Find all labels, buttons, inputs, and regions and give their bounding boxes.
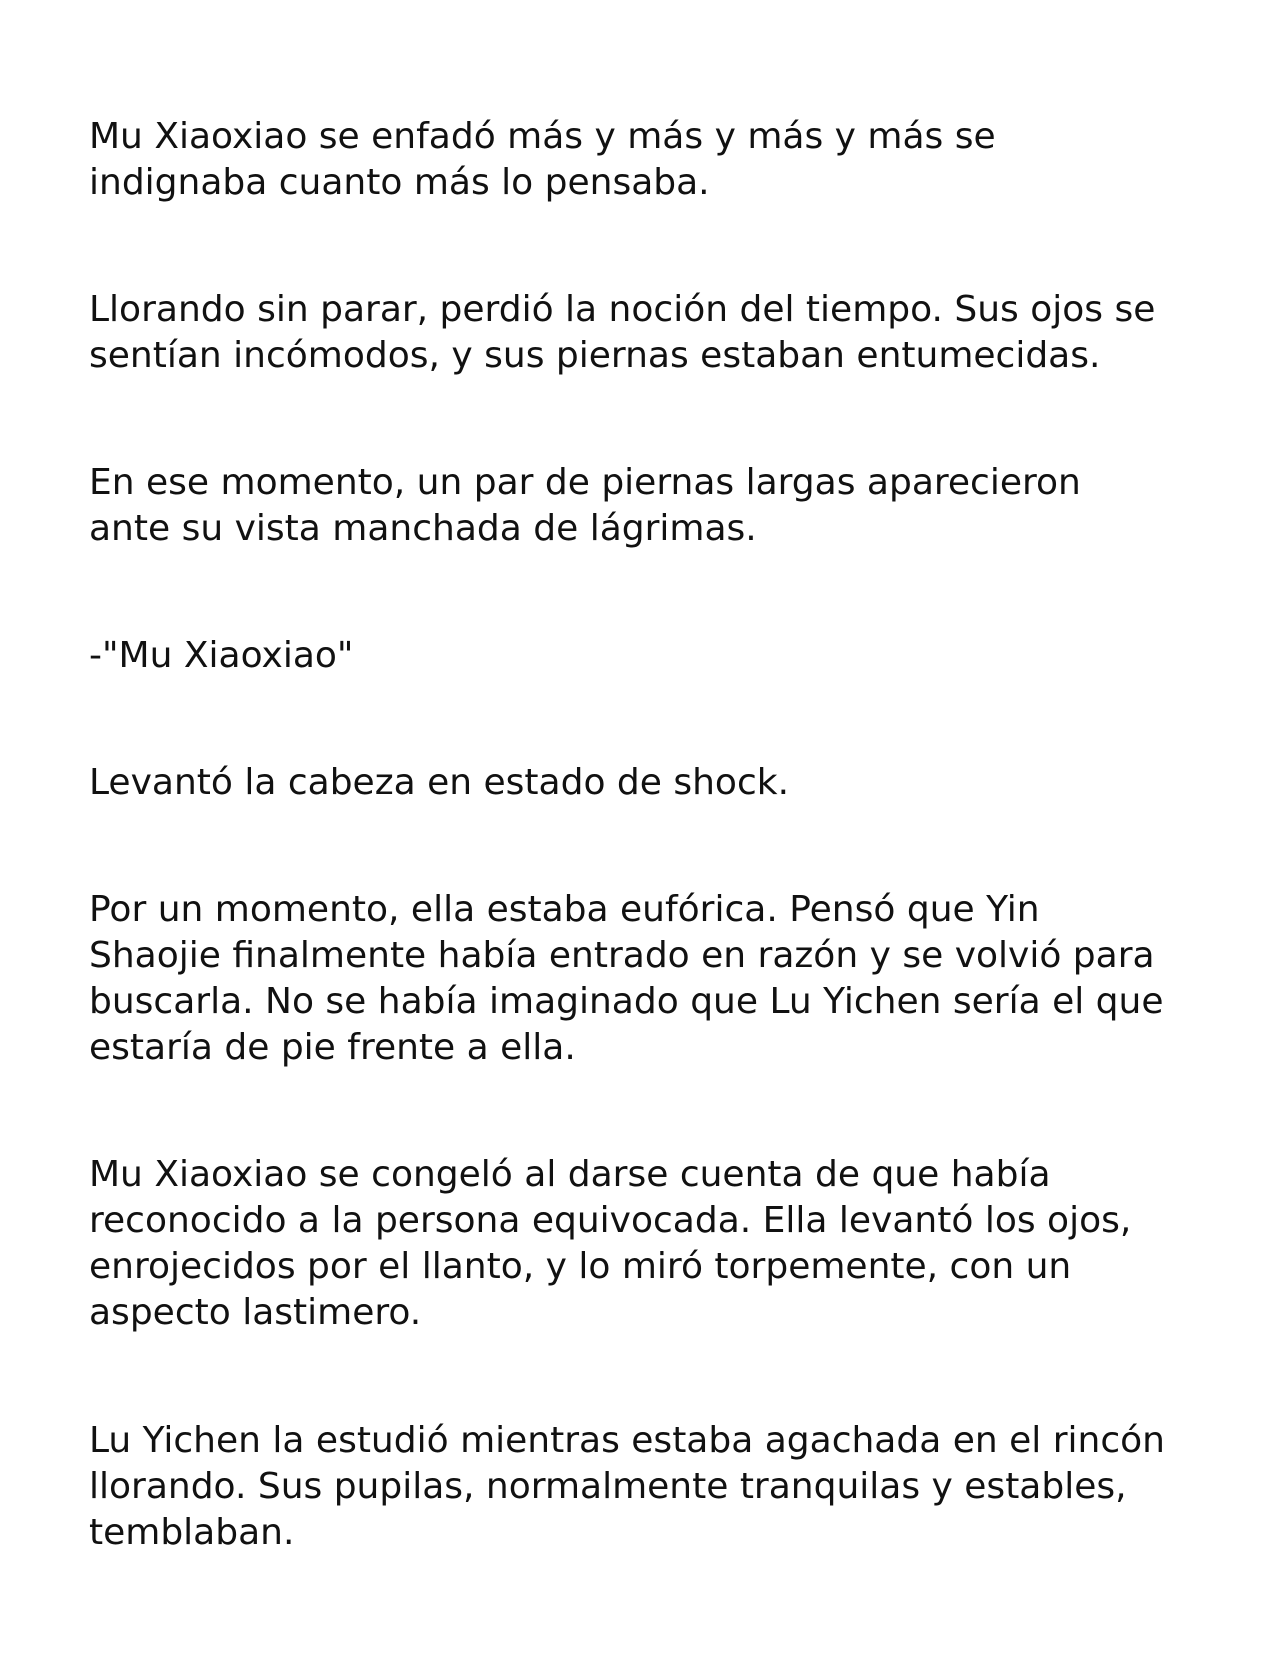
paragraph-5: Levantó la cabeza en estado de shock. [89, 762, 790, 803]
paragraph-1: Mu Xiaoxiao se enfadó más y más y más y más se indignaba cuanto más lo pensaba. [89, 116, 996, 203]
paragraph-4-dialogue: -"Mu Xiaoxiao" [89, 635, 354, 676]
paragraph-8: Lu Yichen la estudió mientras estaba agachada en el rincón llorando. Sus pupilas, normalmente tranquilas y estables, temblaban. [89, 1420, 1165, 1553]
paragraph-3: En ese momento, un par de piernas largas aparecieron ante su vista manchada de lágrimas. [89, 462, 1081, 549]
paragraph-7: Mu Xiaoxiao se congeló al darse cuenta de que había reconocido a la persona equivocada. Ella levantó los ojos, enrojecidos por el llanto, y lo miró torpemente, con un aspecto lastimero. [89, 1154, 1132, 1333]
paragraph-6: Por un momento, ella estaba eufórica. Pensó que Yin Shaojie finalmente había entrado en razón y se volvió para buscarla. No se había imaginado que Lu Yichen sería el que estaría de pie frente a ella. [89, 889, 1164, 1068]
paragraph-2: Llorando sin parar, perdió la noción del tiempo. Sus ojos se sentían incómodos, y sus piernas estaban entumecidas. [89, 289, 1156, 376]
